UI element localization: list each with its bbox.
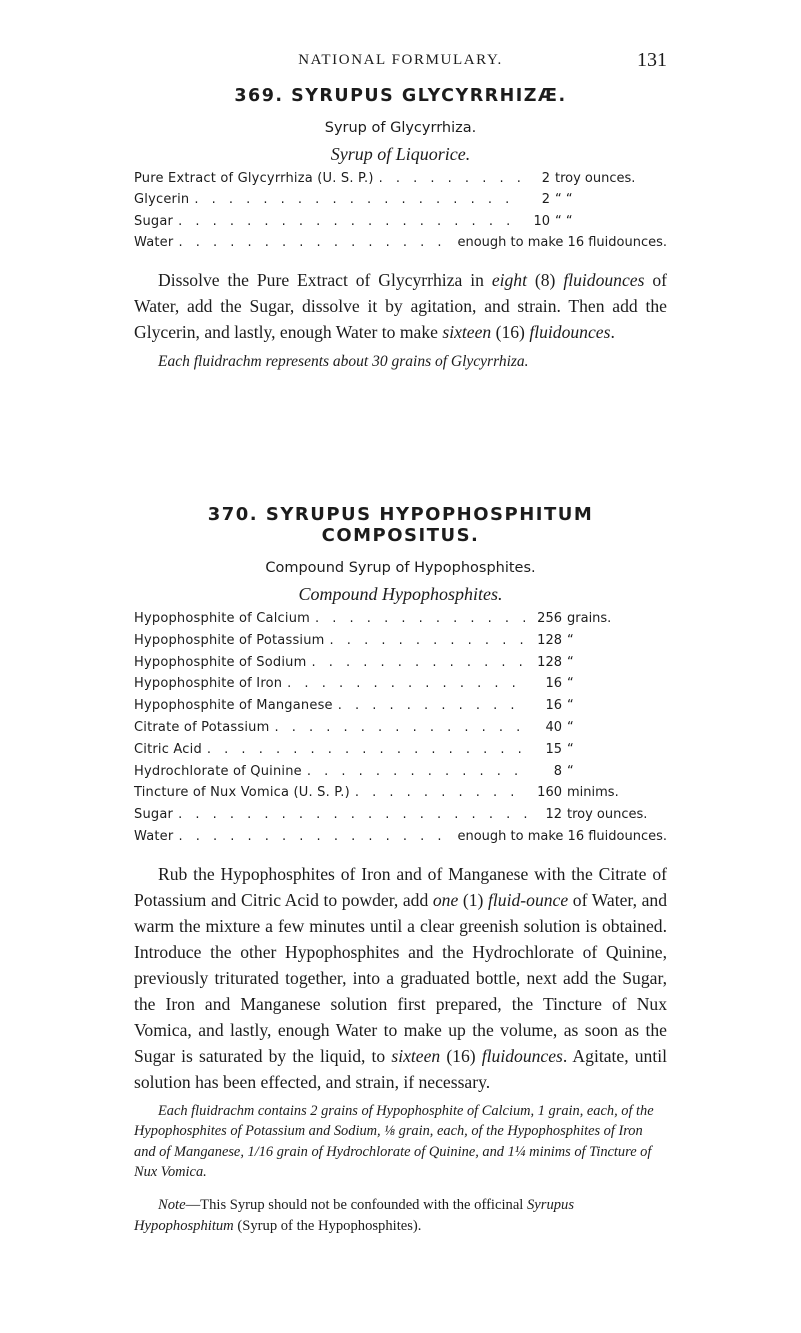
entry-title: 369. SYRUPUS GLYCYRRHIZÆ. [234,86,567,106]
dot-leader [194,192,522,207]
ingredient-quantity [532,742,667,757]
running-head [0,49,801,76]
directions-emphasis: sixteen [391,1045,441,1066]
ingredient-quantity [532,698,667,713]
directions-emphasis: one [432,889,459,910]
ingredient-row [134,720,667,742]
ingredient-row [134,633,667,655]
directions-emphasis: fluidounces [481,1045,563,1066]
ingredient-list [134,171,667,257]
ingredient-row [134,235,667,256]
ingredient-unit: troy ounces. [567,807,648,823]
ingredient-row [134,214,667,235]
dot-leader [207,742,527,757]
ingredient-unit: “ [567,632,574,648]
ingredient-row [134,807,667,829]
ingredient-unit: “ [567,654,574,670]
ingredient-unit: minims. [567,785,619,801]
dot-leader [274,720,527,735]
ingredient-name: Hypophosphite of Manganese [134,698,333,714]
dot-leader [178,214,522,229]
ingredient-amount: 128 [537,632,562,648]
dot-leader [178,829,452,844]
directions-text: (8) [527,269,564,290]
ingredient-amount: 128 [537,654,562,670]
directions-emphasis: sixteen [442,321,492,342]
directions-text: (1) [458,889,489,910]
ingredient-quantity [532,807,667,822]
directions-text: Rub the Hypophosphites of Iron and of Manganese with the Citrate of Potassium and Citric Acid to powder, add [134,863,667,910]
ingredient-row [134,829,667,851]
ingredient-name: Pure Extract of Glycyrrhiza (U. S. P.) [134,171,374,186]
dot-leader [315,611,527,626]
page-number: 131 [637,49,667,71]
directions-emphasis: fluidounces [563,269,645,290]
ingredient-name: Hydrochlorate of Quinine [134,763,302,779]
ingredient-name: Water [134,828,174,844]
ingredient-name: Hypophosphite of Sodium [134,654,307,670]
ingredient-name: Sugar [134,807,174,823]
ingredient-unit: “ [567,676,574,692]
dot-leader [307,764,527,779]
note-label: Note [158,1196,186,1213]
ingredient-name: Glycerin [134,192,190,208]
ingredient-amount: 12 [545,807,562,823]
directions-paragraph [134,267,667,345]
ingredient-unit: “ [567,741,574,757]
ingredient-quantity [532,611,667,626]
directions-paragraph [134,861,667,1095]
dot-leader [338,698,527,713]
ingredient-name: Hypophosphite of Calcium [134,611,311,626]
ingredient-name: Hypophosphite of Iron [134,676,283,692]
ingredient-name: Water [134,235,174,251]
directions-text: of Water, and warm the mixture a few minutes until a clear greenish solution is obtained. Introduce the other Hypophosphites and the Hydrochlorate of Quinine, previously triturated together, into a graduated bottle, next add the Sugar, the Iron and Manganese solution first prepared, the Tincture of Nux Vomica, and lastly, enough Water to make up the volume, as soon as the Sugar is saturated by the liquid, to [134,889,668,1066]
ingredient-row [134,655,667,677]
ingredient-unit: “ “ [555,192,573,208]
ingredient-quantity [532,720,667,735]
ingredient-amount: 160 [537,785,562,801]
dot-leader [178,807,527,822]
ingredient-unit: troy ounces. [555,171,636,186]
ingredient-quantity [457,235,667,250]
ingredient-quantity [527,171,667,186]
entry-english-name: Syrup of Liquorice. [330,144,471,164]
ingredient-amount: 15 [545,741,562,757]
ingredient-quantity [532,655,667,670]
entry-title: 370. SYRUPUS HYPOPHOSPHITUM COMPOSITUS. [207,504,594,546]
entry-english-name: Compound Hypophosphites. [298,584,503,604]
ingredient-name: Hypophosphite of Potassium [134,632,325,648]
directions-text: of Water, add the Sugar, dissolve it by agitation, and strain. Then add the Glycerin, and lastly, enough Water to make [134,269,668,342]
ingredient-amount: 2 [541,171,550,186]
ingredient-name: Citric Acid [134,741,202,757]
yield-note: Each fluidrachm represents about 30 grains of Glycyrrhiza. [158,352,529,370]
dot-leader [178,235,452,250]
ingredient-amount: enough to make [457,235,564,251]
ingredient-row [134,698,667,720]
formula-entry-370 [134,504,667,1237]
ingredient-row [134,192,667,213]
ingredient-row [134,676,667,698]
ingredient-row [134,742,667,764]
ingredient-amount: 40 [545,719,562,735]
dot-leader [330,633,527,648]
ingredient-amount: 256 [537,611,562,626]
running-title: NATIONAL FORMULARY. [298,52,503,68]
ingredient-amount: 16 [545,676,562,692]
dot-leader [379,171,522,186]
ingredient-row [134,171,667,192]
ingredient-quantity [532,676,667,691]
note-text: —This Syrup should not be confounded with the officinal [185,1196,527,1213]
ingredient-amount: 10 [533,213,550,229]
ingredient-unit: “ [567,698,574,714]
ingredient-amount: enough to make [457,828,564,844]
note-emphasis: Syrupus Hypophosphitum [134,1196,575,1234]
directions-text: (16) [491,321,530,342]
directions-emphasis: fluidounces [529,321,611,342]
ingredient-unit: “ “ [555,213,573,229]
ingredient-quantity [457,829,667,844]
ingredient-row [134,764,667,786]
ingredient-unit: 16 fluidounces. [567,828,667,844]
ingredient-quantity [532,764,667,779]
ingredient-name: Citrate of Potassium [134,719,270,735]
directions-emphasis: fluid-ounce [488,889,569,910]
dot-leader [287,676,527,691]
ingredient-list [134,611,667,851]
ingredient-row [134,785,667,807]
note-text: (Syrup of the Hypophosphites). [233,1217,422,1234]
yield-note: Each fluidrachm contains 2 grains of Hypophosphite of Calcium, 1 grain, each, of the Hypophosphites of Potassium and Sodium, ⅛ grain, each, of the Hypophosphites of Iron and of Manganese, 1/16 grain of Hydrochlorate of Quinine, and 1¼ minims of Tincture of Nux Vomica. [134,1102,654,1181]
ingredient-row [134,611,667,633]
ingredient-amount: 16 [545,698,562,714]
ingredient-unit: “ [567,719,574,735]
directions-emphasis: eight [491,269,527,290]
dot-leader [355,785,527,800]
ingredient-quantity [527,214,667,229]
dot-leader [311,655,527,670]
ingredient-quantity [532,633,667,648]
ingredient-amount: 2 [541,192,550,208]
ingredient-name: Sugar [134,213,174,229]
ingredient-amount: 8 [553,763,562,779]
footnote [134,1195,667,1237]
ingredient-quantity [527,192,667,207]
ingredient-unit: 16 fluidounces. [567,235,667,251]
ingredient-quantity [532,785,667,800]
formula-entry-369 [134,86,667,373]
entry-subtitle: Syrup of Glycyrrhiza. [324,120,477,136]
entry-subtitle: Compound Syrup of Hypophosphites. [265,560,536,576]
directions-text: (16) [440,1045,482,1066]
directions-text: Dissolve the Pure Extract of Glycyrrhiza in [158,269,492,290]
directions-text: . [610,321,615,342]
directions-text: . Agitate, until solution has been effected, and strain, if necessary. [134,1045,667,1092]
ingredient-unit: “ [567,763,574,779]
ingredient-unit: grains. [567,611,612,626]
ingredient-name: Tincture of Nux Vomica (U. S. P.) [134,785,350,801]
